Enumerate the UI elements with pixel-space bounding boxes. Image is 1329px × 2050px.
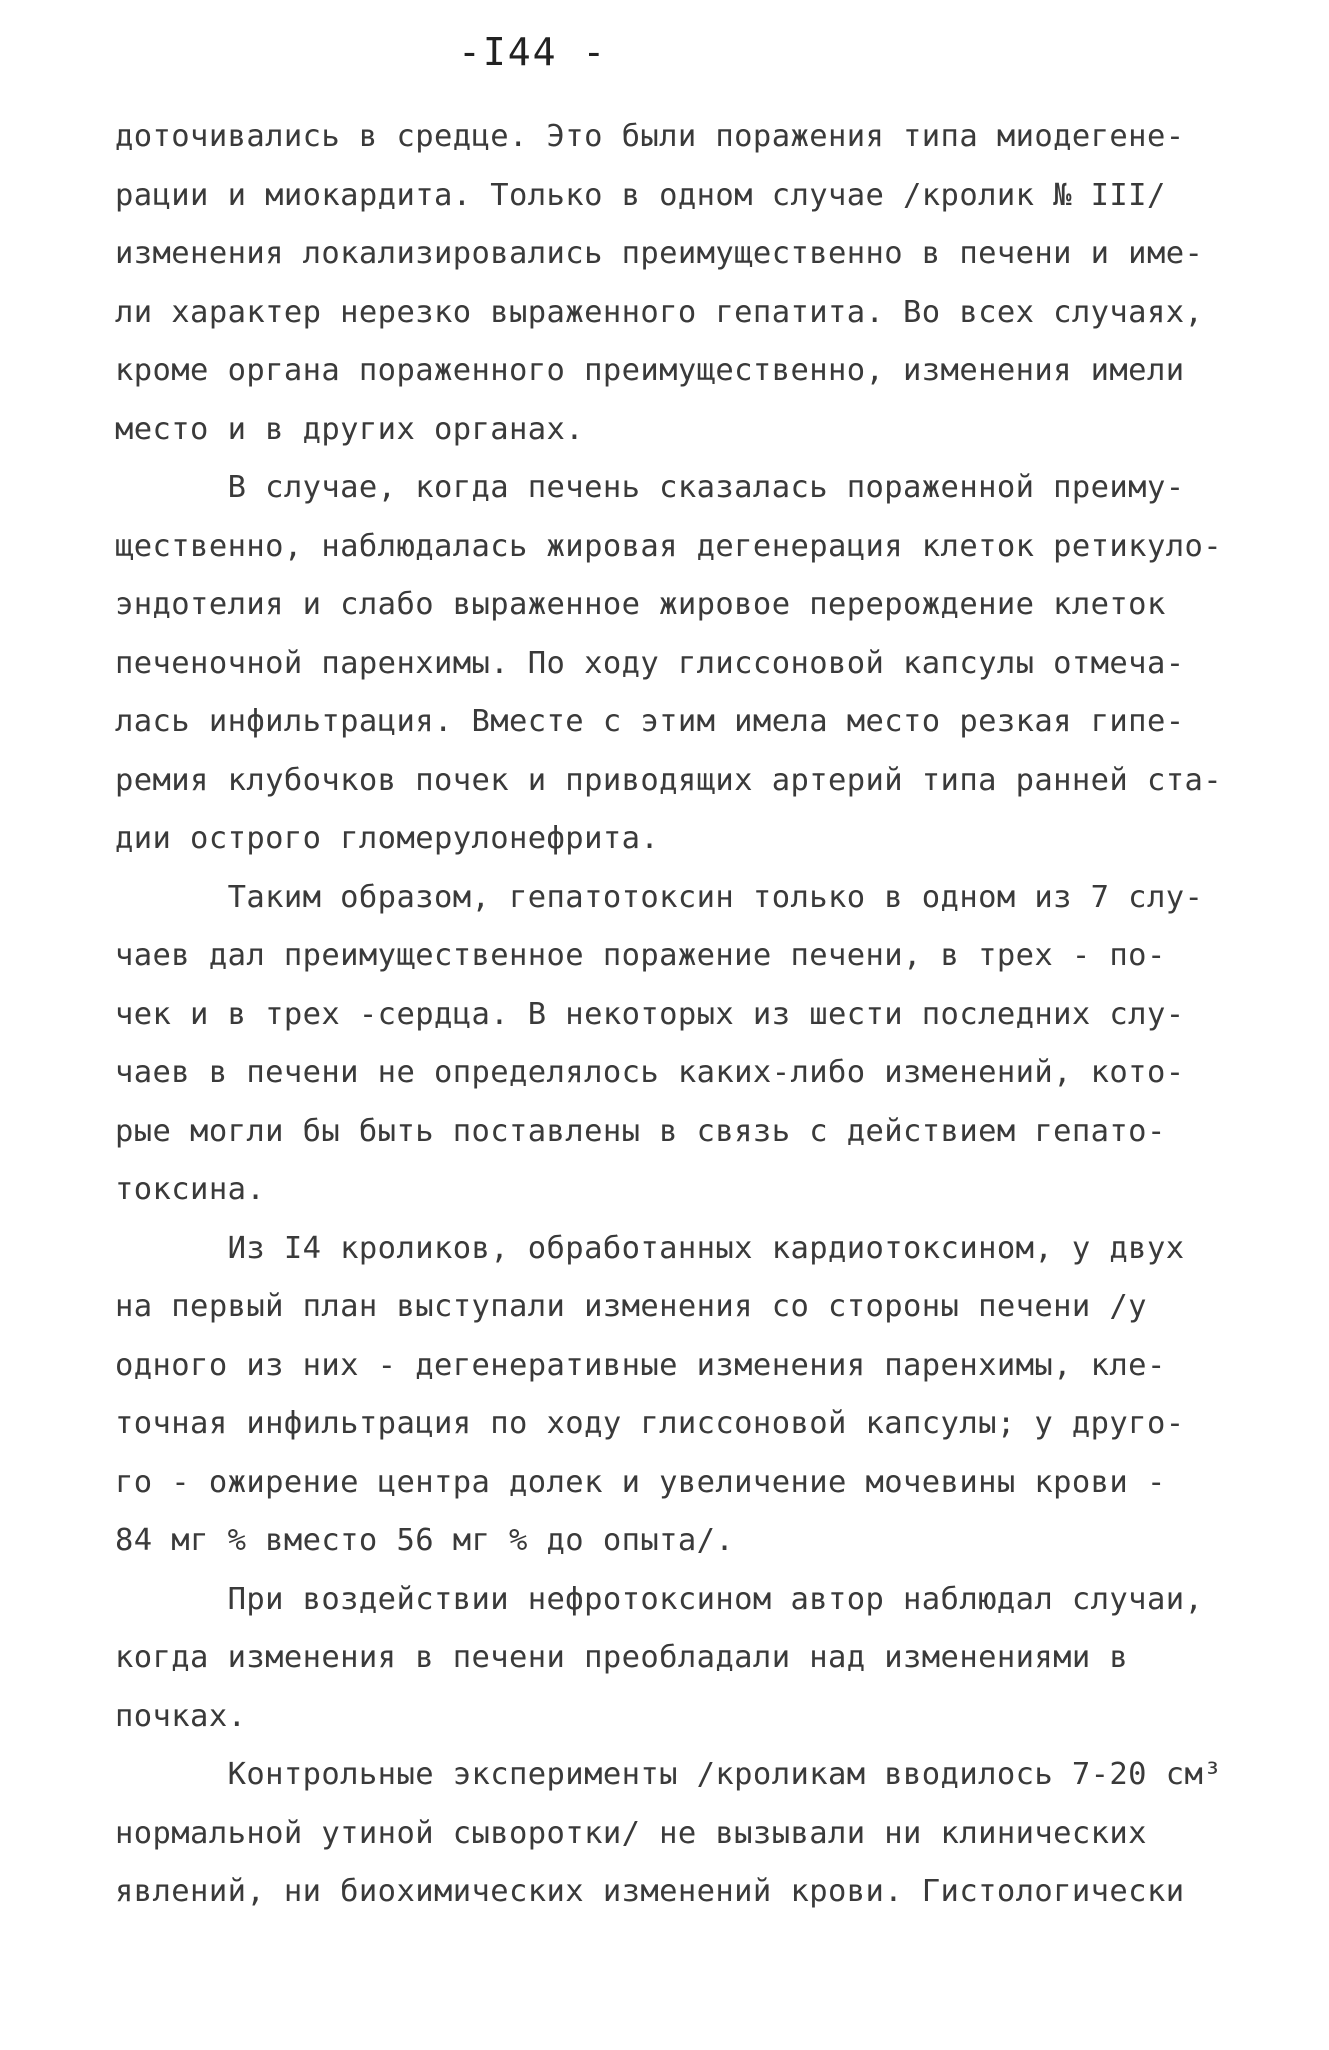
text-line: рые могли бы быть поставлены в связь с действием гепато- <box>115 1113 1166 1149</box>
text-line: одного из них - дегенеративные изменения паренхимы, кле- <box>115 1347 1166 1383</box>
text-line: чаев в печени не определялось каких-либо изменений, кото- <box>115 1055 1185 1090</box>
text-line: чек и в трех -сердца. В некоторых из шести последних слу- <box>115 996 1185 1032</box>
document-body <box>115 108 1225 1922</box>
text-line: почках. <box>115 1698 247 1734</box>
text-line: место и в других органах. <box>115 411 585 447</box>
text-line: точная инфильтрация по ходу глиссоновой капсулы; у друго- <box>115 1406 1185 1441</box>
text-line: токсина. <box>115 1172 266 1207</box>
text-line: доточивались в средце. Это были поражения типа миодегене- <box>115 119 1185 154</box>
text-line: В случае, когда печень сказалась пораженной преиму- <box>115 470 1185 505</box>
page-number: -I44 - <box>458 30 608 74</box>
text-line: дии острого гломерулонефрита. <box>115 821 660 856</box>
text-line: щественно, наблюдалась жировая дегенерация клеток ретикуло- <box>115 528 1222 564</box>
text-line: Контрольные эксперименты /кроликам вводилось 7-20 см³ <box>115 1757 1222 1792</box>
text-line: Из I4 кроликов, обработанных кардиотоксином, у двух <box>115 1230 1185 1266</box>
text-line: го - ожирение центра долек и увеличение мочевины крови - <box>115 1464 1166 1500</box>
text-line: лась инфильтрация. Вместе с этим имела место резкая гипе- <box>115 704 1185 739</box>
text-line: ремия клубочков почек и приводящих артерий типа ранней ста- <box>115 762 1222 798</box>
text-line: кроме органа пораженного преимущественно, изменения имели <box>115 353 1185 388</box>
text-line: явлений, ни биохимических изменений крови. Гистологически <box>115 1874 1185 1909</box>
text-line: печеночной паренхимы. По ходу глиссоновой капсулы отмеча- <box>115 645 1185 681</box>
text-line: когда изменения в печени преобладали над изменениями в <box>115 1640 1129 1675</box>
text-line: рации и миокардита. Только в одном случае /кролик № III/ <box>115 177 1166 213</box>
text-line: эндотелия и слабо выраженное жировое перерождение клеток <box>115 587 1166 622</box>
text-line: на первый план выступали изменения со стороны печени /у <box>115 1289 1147 1324</box>
text-line: нормальной утиной сыворотки/ не вызывали ни клинических <box>115 1815 1147 1851</box>
text-line: ли характер нерезко выраженного гепатита. Во всех случаях, <box>115 294 1204 330</box>
text-line: Таким образом, гепатотоксин только в одном из 7 слу- <box>115 879 1204 915</box>
text-line: изменения локализировались преимущественно в печени и име- <box>115 236 1204 271</box>
text-line: 84 мг % вместо 56 мг % до опыта/. <box>115 1523 735 1558</box>
text-line: При воздействии нефротоксином автор наблюдал случаи, <box>115 1581 1204 1617</box>
text-line: чаев дал преимущественное поражение печени, в трех - по- <box>115 938 1166 973</box>
